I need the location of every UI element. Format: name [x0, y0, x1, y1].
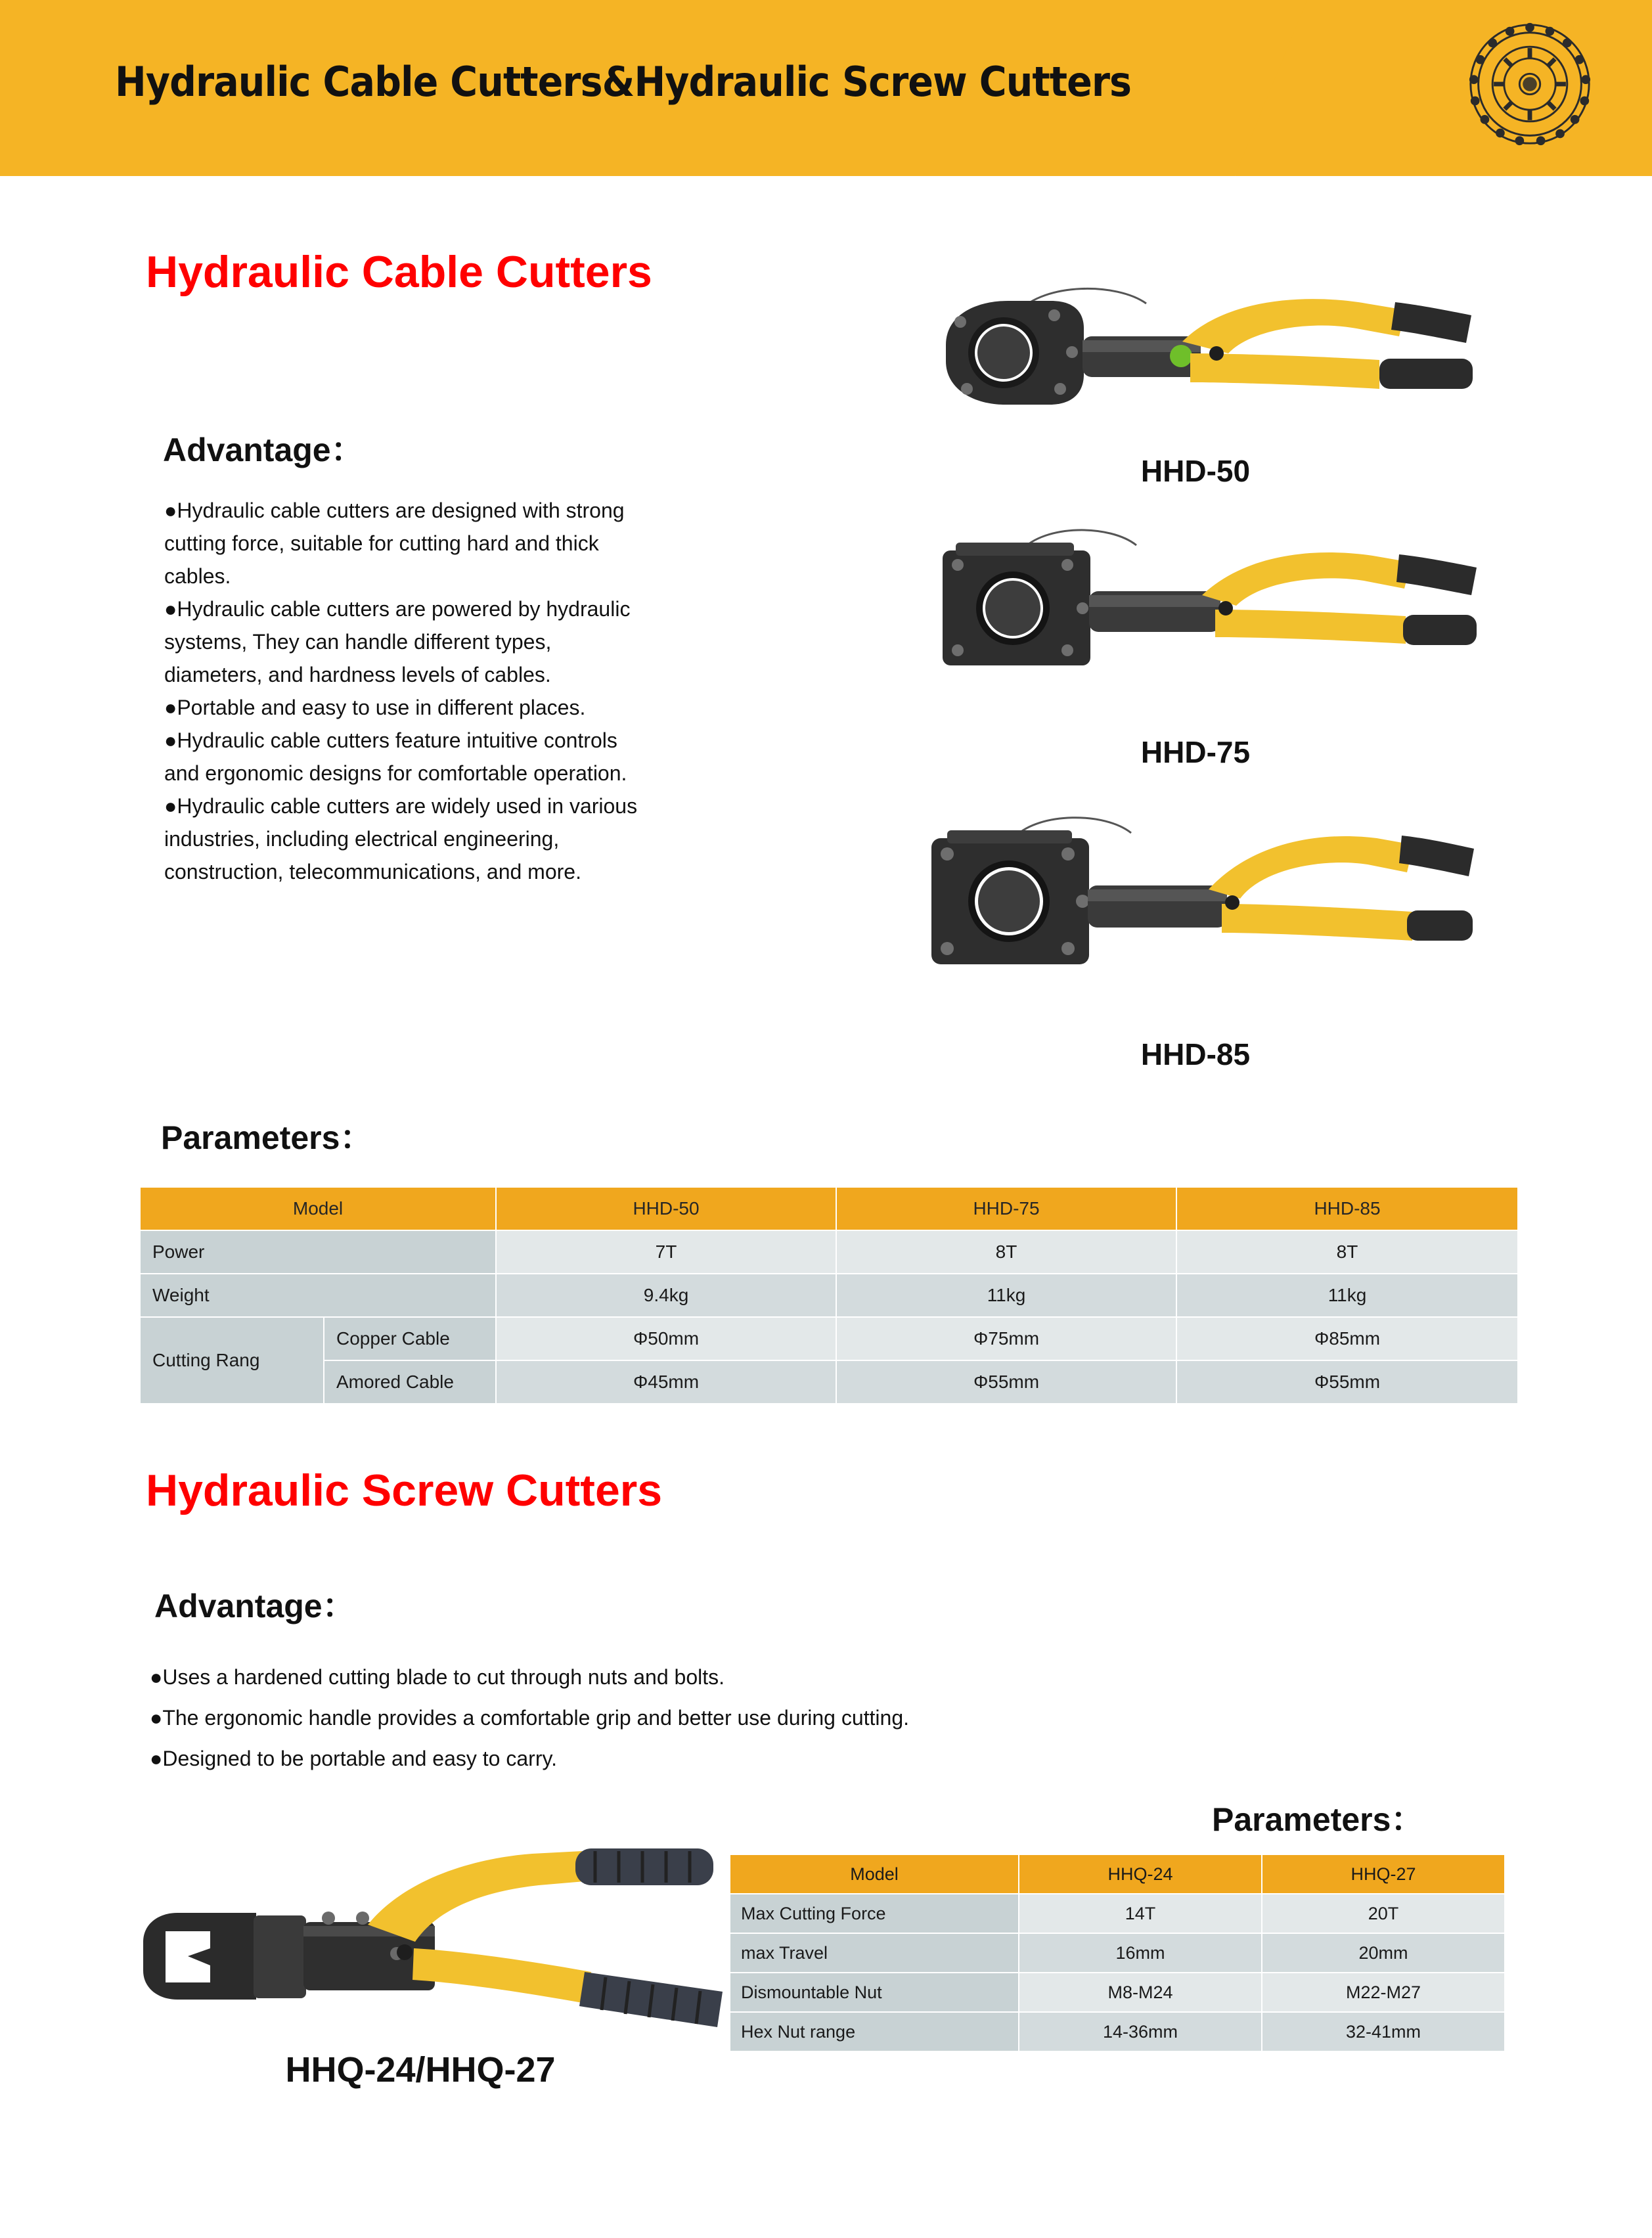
row-value: 20mm [1262, 1933, 1505, 1973]
advantage-line: ●Hydraulic cable cutters are powered by hydraulic [164, 597, 631, 621]
advantage-line: construction, telecommunications, and more. [164, 860, 581, 884]
row-value: 11kg [1176, 1274, 1518, 1317]
parameters-table-cable [139, 1186, 1519, 1404]
advantage-line: ●Hydraulic cable cutters are widely used in various [164, 794, 638, 818]
product-label-hhq: HHQ-24/HHQ-27 [285, 2050, 556, 2090]
advantage-line: ●Hydraulic cable cutters feature intuitive controls [164, 728, 617, 752]
advantage-line: cutting force, suitable for cutting hard and thick [164, 531, 599, 555]
row-value: 8T [836, 1230, 1176, 1274]
company-gear-logo [1465, 20, 1594, 148]
row-value: 9.4kg [496, 1274, 836, 1317]
advantage-line: ●Hydraulic cable cutters are designed with strong [164, 499, 625, 522]
product-image-hhd-75 [920, 519, 1485, 690]
advantage-line: diameters, and hardness levels of cables. [164, 663, 551, 686]
row-value: 8T [1176, 1230, 1518, 1274]
row-value: Φ50mm [496, 1317, 836, 1360]
table-row [730, 1933, 1505, 1973]
table-row [730, 1894, 1505, 1933]
row-value: Φ75mm [836, 1317, 1176, 1360]
advantage-line: cables. [164, 564, 231, 588]
row-label: Power [140, 1230, 496, 1274]
advantage-line: systems, They can handle different types, [164, 630, 552, 654]
row-value: Φ85mm [1176, 1317, 1518, 1360]
row-value: 7T [496, 1230, 836, 1274]
row-label: Max Cutting Force [730, 1894, 1019, 1933]
row-value: M22-M27 [1262, 1973, 1505, 2012]
table-header-cell: HHD-85 [1176, 1187, 1518, 1230]
advantage-label-screw: Advantage： [154, 1588, 355, 1624]
table-row [730, 1973, 1505, 2012]
row-value: 11kg [836, 1274, 1176, 1317]
table-row [730, 2012, 1505, 2051]
table-header-cell: HHD-50 [496, 1187, 836, 1230]
row-value: 16mm [1019, 1933, 1262, 1973]
row-label: max Travel [730, 1933, 1019, 1973]
table-header-cell: Model [140, 1187, 496, 1230]
advantage-line: ●The ergonomic handle provides a comfortable grip and better use during cutting. [150, 1706, 909, 1730]
row-value: 14T [1019, 1894, 1262, 1933]
table-row [140, 1230, 1518, 1274]
advantage-text-cable [164, 494, 887, 888]
parameters-table-screw [729, 1854, 1506, 2052]
row-label-cutting-rang: Cutting Rang [140, 1317, 324, 1404]
parameters-label-cable: Parameters： [161, 1119, 373, 1156]
advantage-line: and ergonomic designs for comfortable operation. [164, 761, 627, 785]
product-image-hhd-85 [913, 808, 1478, 992]
row-value: M8-M24 [1019, 1973, 1262, 2012]
row-value: Φ55mm [1176, 1360, 1518, 1404]
row-value: 14-36mm [1019, 2012, 1262, 2051]
page-header [0, 0, 1652, 176]
parameters-label-screw: Parameters： [1212, 1801, 1424, 1838]
page-title: Hydraulic Cable Cutters&Hydraulic Screw Cutters [115, 58, 1132, 106]
table-header-cell: HHQ-27 [1262, 1854, 1505, 1894]
row-label: Hex Nut range [730, 2012, 1019, 2051]
row-value: Φ45mm [496, 1360, 836, 1404]
advantage-line: industries, including electrical engineering, [164, 827, 560, 851]
row-value: 32-41mm [1262, 2012, 1505, 2051]
table-header-cell: HHD-75 [836, 1187, 1176, 1230]
row-value: 20T [1262, 1894, 1505, 1933]
row-label: Weight [140, 1274, 496, 1317]
advantage-line: ●Designed to be portable and easy to carry. [150, 1747, 557, 1770]
advantage-line: ●Portable and easy to use in different places. [164, 696, 586, 719]
table-row [140, 1317, 1518, 1360]
advantage-label-cable: Advantage： [163, 432, 364, 468]
section-title-screw-cutters: Hydraulic Screw Cutters [146, 1466, 663, 1515]
table-header-row [140, 1187, 1518, 1230]
product-label-hhd-50: HHD-50 [1140, 454, 1251, 488]
product-label-hhd-85: HHD-85 [1140, 1037, 1251, 1071]
product-image-hhd-50 [920, 276, 1485, 440]
advantage-line: ●Uses a hardened cutting blade to cut through nuts and bolts. [150, 1665, 725, 1689]
table-header-cell: Model [730, 1854, 1019, 1894]
section-title-cable-cutters: Hydraulic Cable Cutters [146, 247, 652, 297]
product-image-hhq [131, 1820, 788, 2043]
table-header-cell: HHQ-24 [1019, 1854, 1262, 1894]
product-label-hhd-75: HHD-75 [1140, 735, 1251, 769]
row-sublabel: Copper Cable [324, 1317, 496, 1360]
table-row [140, 1274, 1518, 1317]
table-row [140, 1360, 1518, 1404]
advantage-text-screw [150, 1657, 1463, 1779]
table-header-row [730, 1854, 1505, 1894]
row-label: Dismountable Nut [730, 1973, 1019, 2012]
row-sublabel: Amored Cable [324, 1360, 496, 1404]
row-value: Φ55mm [836, 1360, 1176, 1404]
